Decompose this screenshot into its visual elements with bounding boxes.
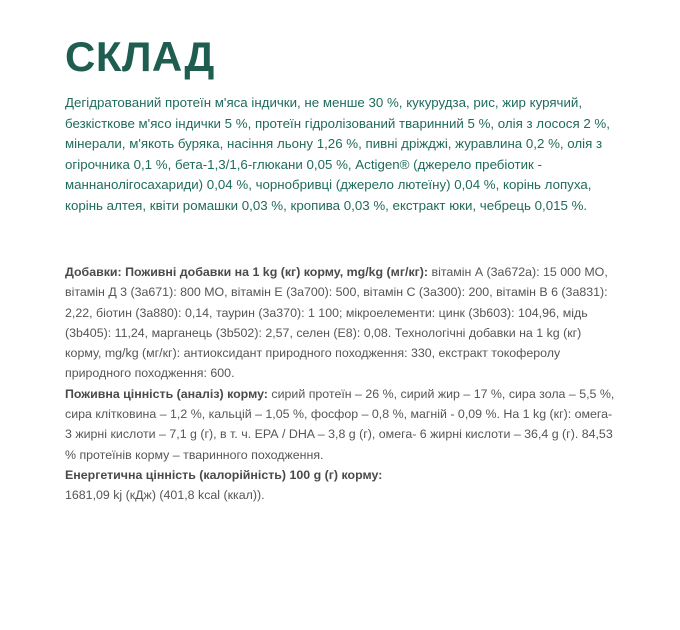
analysis-heading: Поживна цінність (аналіз) корму: <box>65 386 268 401</box>
energy-value: 1681,09 kj (кДж) (401,8 kcal (ккал)). <box>65 488 265 503</box>
analysis-paragraph <box>65 384 620 465</box>
additives-heading: Добавки: Поживні добавки на 1 kg (кг) корму, mg/kg (мг/кг): <box>65 265 429 279</box>
analysis-text: сирий протеїн – 26 %, сирий жир – 17 %, сира зола – 5,5 %, сира клітковина – 1,2 %, кальцій – 1,05 %, фосфор – 0,8 %, магній - 0,09 %. На 1 kg (кг): омега- 3 жирні кислоти – 7,1 g (г), в т. ч. ЕРА / DHA – 3,8 g (г), омега- 6 жирні кислоти – 36,4 g (г). 84,53 % протеїнів корму – тваринного походження. <box>65 386 615 462</box>
additives-text: вітамін А (3a672a): 15 000 МО, вітамін Д 3 (3a671): 800 МО, вітамін Е (3a700): 500, вітамін С (3a300): 200, вітамін В 6 (3a831): 2,22, біотин (3a880): 0,14, таурин (3a370): 1 100; мікроелементи: цинк (3b603): 104,96, мідь (3b405): 11,24, марганець (3b502): 2,57, селен (E8): 0,08. Технологічні добавки на 1 kg (кг) корму, mg/kg (мг/кг): антиоксидант природного походження: 330, екстракт токоферолу природного походження: 600. <box>65 265 608 381</box>
ingredients-text: Дегідратований протеїн м'яса індички, не менше 30 %, кукурудза, рис, жир курячий, безкісткове м'ясо індички 5 %, протеїн гідролізований тваринний 5 %, олія з лосося 2 %, мінерали, м'якоть буряка, насіння льону 1,26 %, пивні дріжджі, журавлина 0,2 %, олія з огірочника 0,1 %, бета-1,3/1,6-глюкани 0,05 %, Actigen® (джерело пребіотик - маннанолігосахариди) 0,04 %, чорнобривці (джерело лютеїну) 0,04 %, корінь лопуха, корінь алтея, квіти ромашки 0,03 %, кропива 0,03 %, екстракт юки, чебрець 0,015 %. <box>65 95 610 213</box>
page-title: СКЛАД <box>65 33 215 80</box>
nutrition-details <box>65 262 620 506</box>
energy-paragraph <box>65 465 620 506</box>
energy-heading: Енергетична цінність (калорійність) 100 g (г) корму: <box>65 467 383 482</box>
additives-paragraph <box>65 262 620 384</box>
